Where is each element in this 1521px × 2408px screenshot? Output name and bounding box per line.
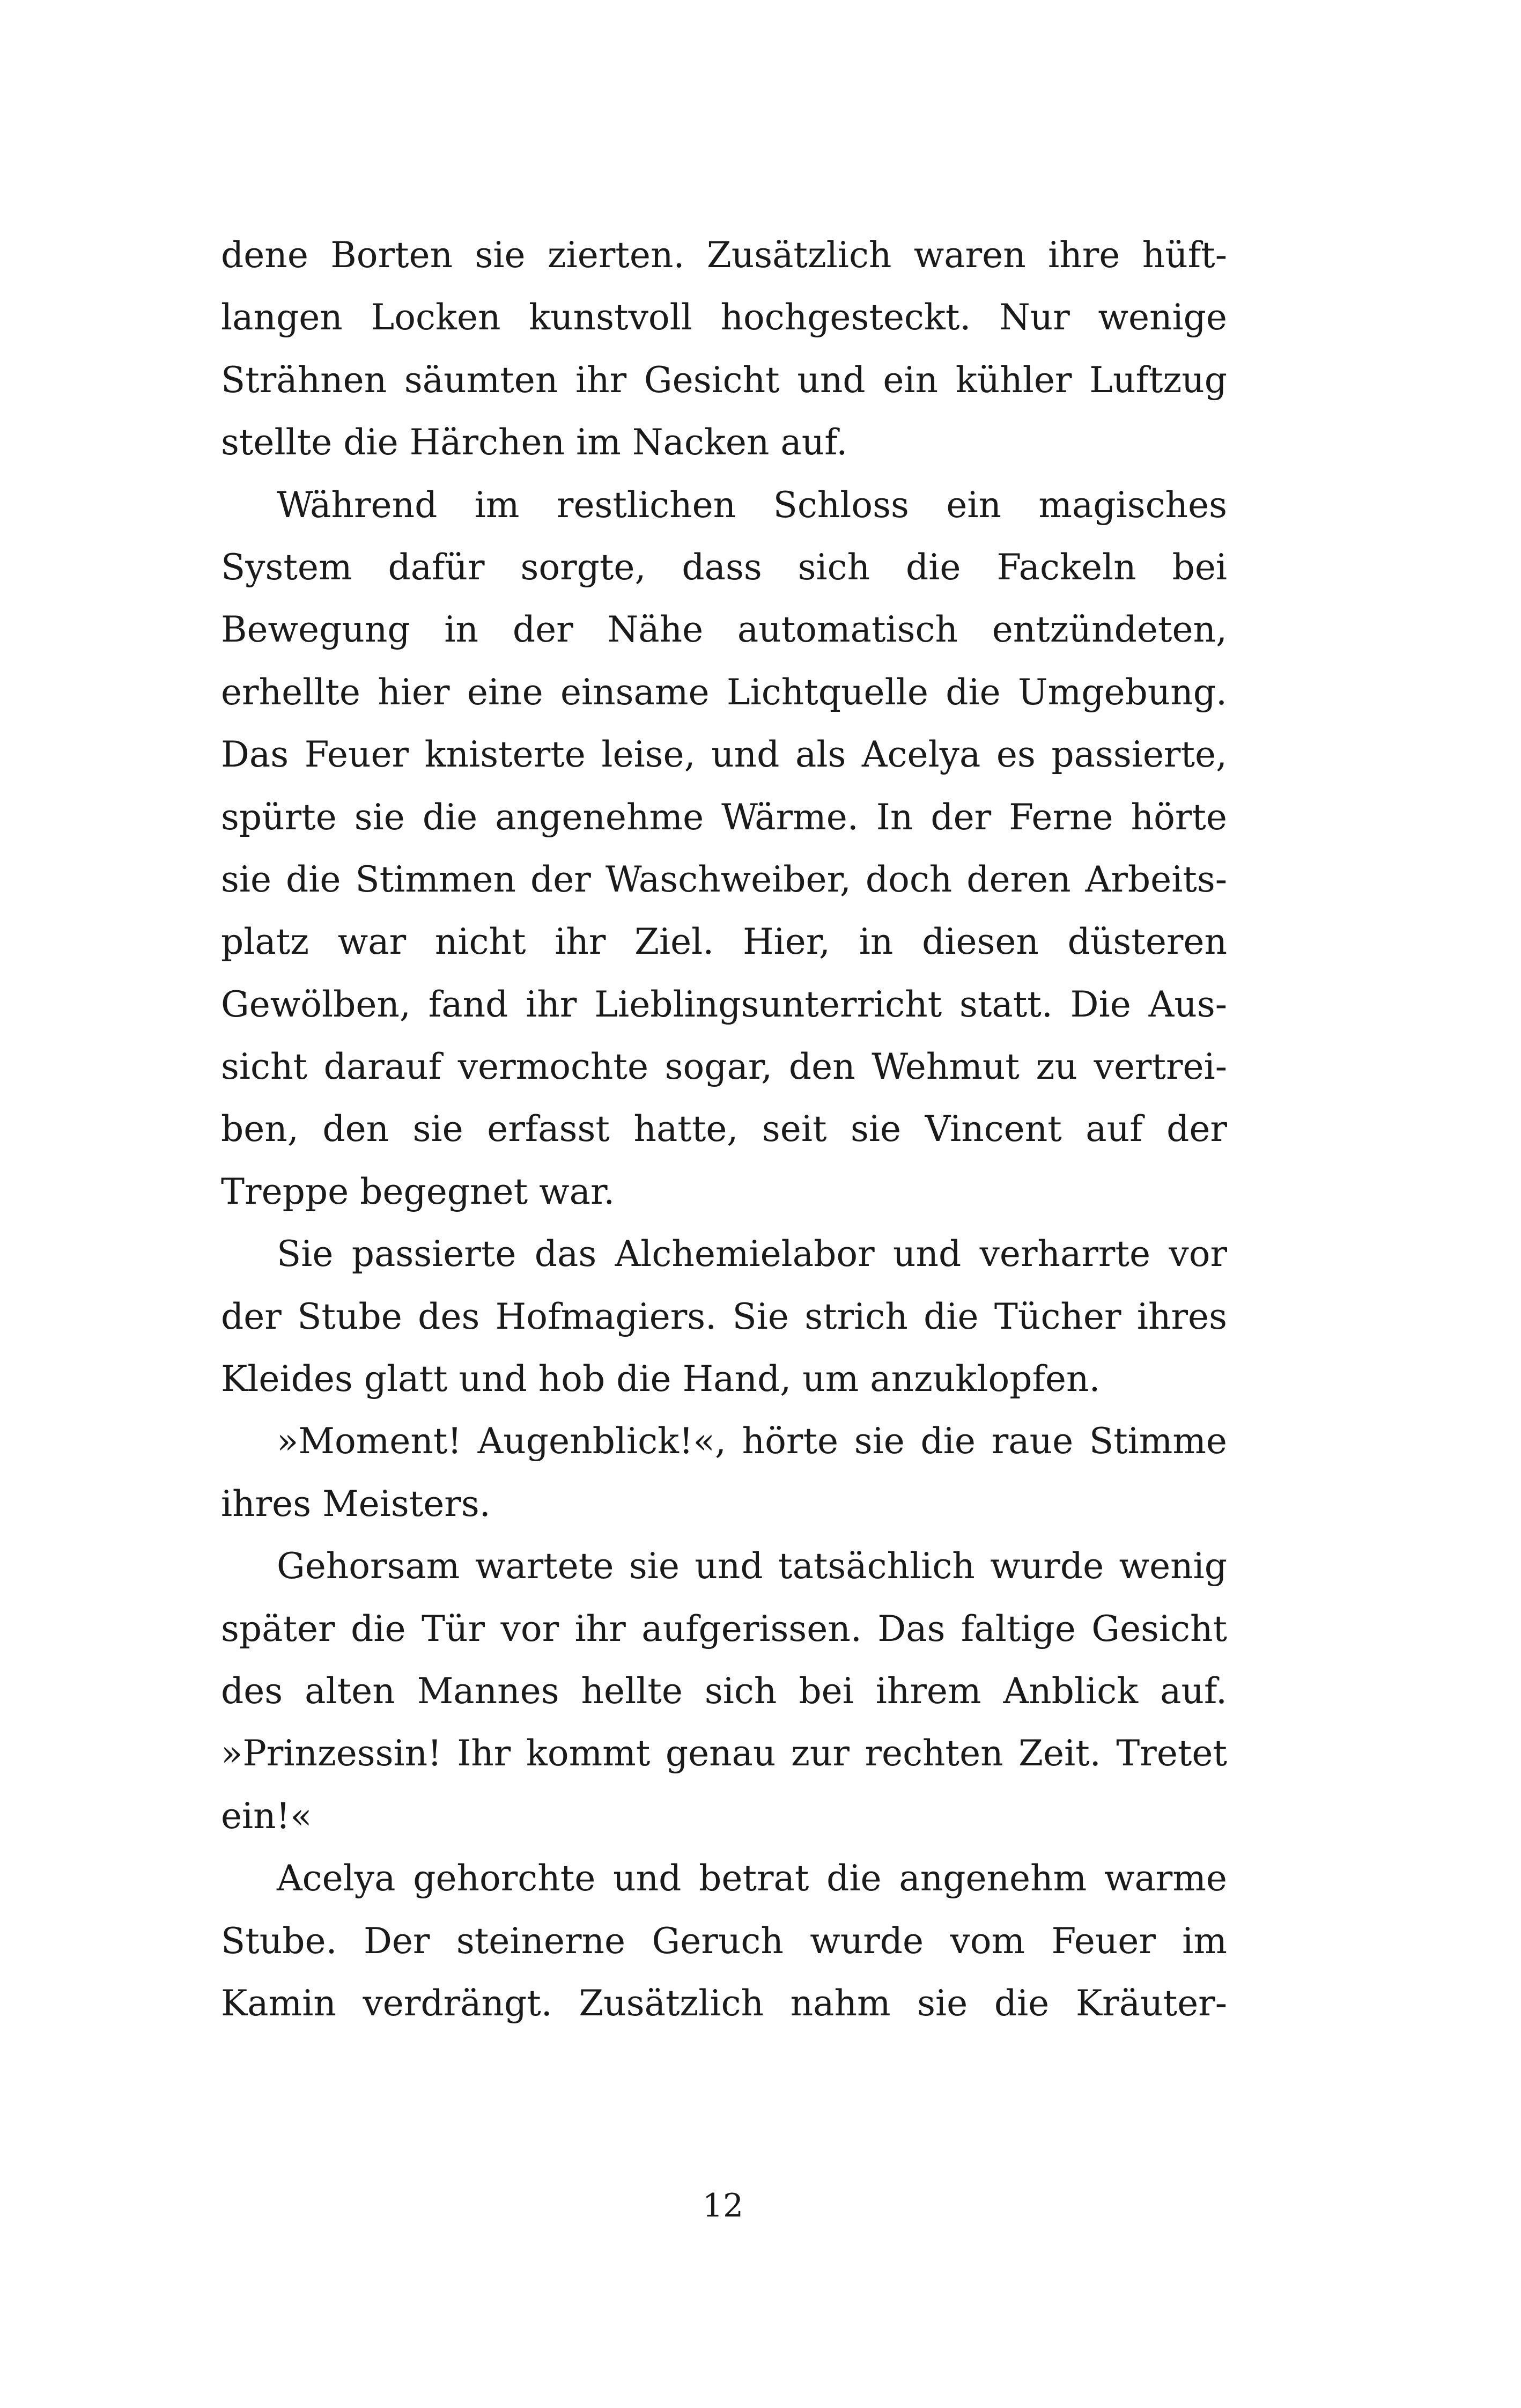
text-line: »Moment! Augenblick!«, hörte sie die raue Stimme: [277, 1420, 1227, 1462]
text-line: langen Locken kunstvoll hochgesteckt. Nur wenige: [221, 297, 1227, 338]
text-line: »Prinzessin! Ihr kommt genau zur rechten Zeit. Tretet: [221, 1733, 1227, 1774]
text-line: Während im restlichen Schloss ein magisches: [277, 484, 1227, 526]
text-line: Kamin verdrängt. Zusätzlich nahm sie die Kräuter-: [221, 1982, 1227, 2024]
text-line: ein!«: [221, 1795, 312, 1837]
text-line: dene Borten sie zierten. Zusätzlich waren ihre hüft-: [221, 234, 1227, 276]
text-line: System dafür sorgte, dass sich die Fackeln bei: [221, 546, 1227, 588]
text-line: Gehorsam wartete sie und tatsächlich wurde wenig: [277, 1545, 1227, 1587]
body-text: [221, 224, 1227, 2035]
text-line: Strähnen säumten ihr Gesicht und ein kühler Luftzug: [221, 359, 1227, 401]
text-line: platz war nicht ihr Ziel. Hier, in diesen düsteren: [221, 921, 1227, 963]
text-line: Sie passierte das Alchemielabor und verharrte vor: [277, 1233, 1227, 1275]
text-line: erhellte hier eine einsame Lichtquelle die Umgebung.: [221, 671, 1227, 713]
text-line: stellte die Härchen im Nacken auf.: [221, 422, 848, 463]
text-line: des alten Mannes hellte sich bei ihrem Anblick auf.: [221, 1670, 1227, 1712]
text-line: Gewölben, fand ihr Lieblingsunterricht statt. Die Aus-: [221, 983, 1227, 1025]
text-line: ihres Meisters.: [221, 1483, 491, 1525]
text-line: spürte sie die angenehme Wärme. In der Ferne hörte: [221, 796, 1227, 838]
text-line: Acelya gehorchte und betrat die angenehm warme: [277, 1858, 1227, 1899]
text-line: ben, den sie erfasst hatte, seit sie Vincent auf der: [221, 1108, 1227, 1150]
text-line: Das Feuer knisterte leise, und als Acelya es passierte,: [221, 734, 1227, 776]
text-line: der Stube des Hofmagiers. Sie strich die Tücher ihres: [221, 1295, 1227, 1337]
text-line: später die Tür vor ihr aufgerissen. Das faltige Gesicht: [221, 1608, 1227, 1649]
text-line: Treppe begegnet war.: [221, 1170, 615, 1212]
page-number: 12: [702, 2187, 744, 2225]
text-line: sie die Stimmen der Waschweiber, doch deren Arbeits-: [221, 858, 1227, 900]
text-line: Kleides glatt und hob die Hand, um anzuklopfen.: [221, 1358, 1101, 1400]
text-line: Bewegung in der Nähe automatisch entzündeten,: [221, 609, 1227, 651]
text-line: sicht darauf vermochte sogar, den Wehmut zu vertrei-: [221, 1046, 1227, 1088]
text-line: Stube. Der steinerne Geruch wurde vom Feuer im: [221, 1920, 1227, 1962]
